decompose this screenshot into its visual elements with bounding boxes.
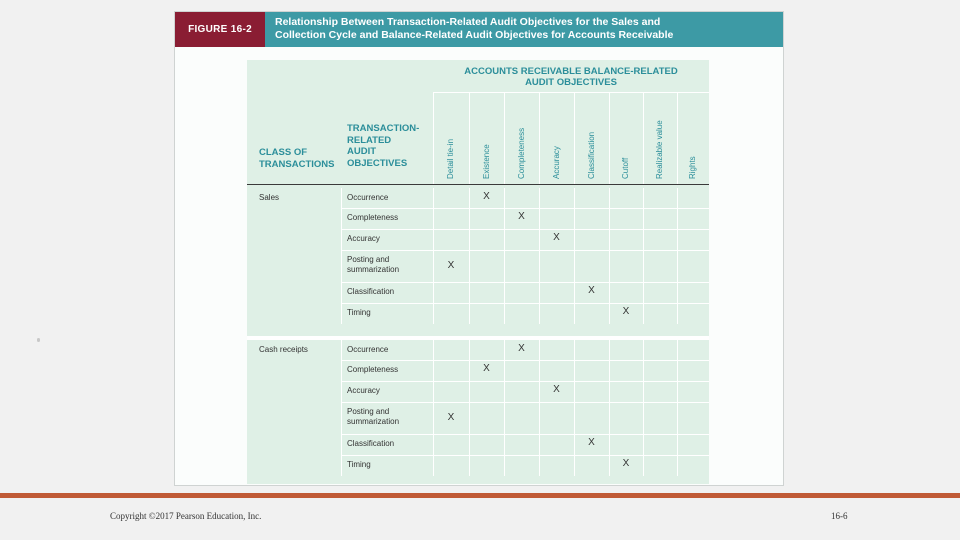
objective-label: Accuracy xyxy=(347,234,380,243)
row-divider xyxy=(341,229,709,230)
objective-label: Posting and summarization xyxy=(347,407,400,426)
row-divider xyxy=(341,250,709,251)
column-header-existence: Existence xyxy=(481,144,491,179)
header-column-divider xyxy=(433,93,434,184)
objective-mark-x: X xyxy=(622,458,630,469)
objective-column-left-line xyxy=(341,340,342,476)
objective-mark-x: X xyxy=(447,412,455,423)
transaction-header-line-1: TRANSACTION- xyxy=(347,123,420,134)
row-divider xyxy=(341,434,709,435)
objective-mark-x: X xyxy=(518,343,525,354)
objective-mark-x: X xyxy=(622,306,630,317)
copyright-text: Copyright ©2017 Pearson Education, Inc. xyxy=(110,511,262,521)
data-column-divider xyxy=(609,188,610,324)
row-divider xyxy=(341,208,709,209)
decorative-dot xyxy=(37,338,40,342)
header-column-divider xyxy=(677,93,678,184)
objective-mark-x: X xyxy=(553,232,560,243)
objective-mark-x: X xyxy=(588,437,595,448)
data-column-divider xyxy=(539,340,540,476)
transaction-header-line-2: RELATED xyxy=(347,134,392,146)
objective-mark-x: X xyxy=(483,191,490,202)
group-separator xyxy=(247,336,709,340)
data-column-divider xyxy=(677,340,678,476)
objective-label: Occurrence xyxy=(347,193,389,202)
figure-header xyxy=(175,12,783,47)
class-of-transactions-header xyxy=(259,147,334,170)
page-number: 16-6 xyxy=(831,511,848,521)
figure-title-line-1: Relationship Between Transaction-Related Audit Objectives for the Sales and xyxy=(275,16,661,28)
header-bottom-rule xyxy=(247,184,709,185)
objectives-table xyxy=(247,60,709,484)
objective-label: Timing xyxy=(347,308,371,317)
objective-label: Timing xyxy=(347,460,371,469)
objective-label: Posting and summarization xyxy=(347,255,400,274)
data-column-divider xyxy=(574,340,575,476)
transaction-objectives-header xyxy=(347,123,419,169)
objective-mark-x: X xyxy=(553,384,560,395)
column-header-realizable-value: Realizable value xyxy=(655,120,664,179)
column-header-cutoff: Cutoff xyxy=(621,157,630,179)
class-label: Cash receipts xyxy=(259,345,308,354)
accent-rule xyxy=(0,493,960,498)
data-column-divider xyxy=(469,340,470,476)
header-column-divider xyxy=(609,93,610,184)
figure-panel xyxy=(174,11,784,486)
row-divider xyxy=(341,282,709,283)
objective-column-left-line xyxy=(341,188,342,324)
row-divider xyxy=(341,381,709,382)
data-column-divider xyxy=(539,188,540,324)
data-column-divider xyxy=(643,188,644,324)
column-header-rights: Rights xyxy=(688,156,697,179)
objective-mark-x: X xyxy=(588,285,595,296)
data-column-divider xyxy=(504,340,505,476)
ar-balance-header-line-2: AUDIT OBJECTIVES xyxy=(525,77,617,88)
objective-mark-x: X xyxy=(483,363,490,374)
header-column-divider xyxy=(539,93,540,184)
data-column-divider xyxy=(433,188,434,324)
header-columns-top-line xyxy=(433,92,709,93)
header-column-divider xyxy=(574,93,575,184)
transaction-header-line-4: OBJECTIVES xyxy=(347,157,408,169)
objective-label: Classification xyxy=(347,439,395,448)
class-header-line-2: TRANSACTIONS xyxy=(259,158,335,170)
figure-title xyxy=(265,12,783,47)
data-column-divider xyxy=(643,340,644,476)
column-header-completeness: Completeness xyxy=(516,127,526,179)
header-column-divider xyxy=(643,93,644,184)
objective-label: Classification xyxy=(347,287,395,296)
objective-label: Completeness xyxy=(347,365,399,374)
objective-mark-x: X xyxy=(518,211,525,222)
ar-balance-header-line-1: ACCOUNTS RECEIVABLE BALANCE-RELATED xyxy=(464,66,678,77)
column-header-accuracy: Accuracy xyxy=(551,146,561,179)
row-divider xyxy=(341,402,709,403)
row-divider xyxy=(341,303,709,304)
data-column-divider xyxy=(609,340,610,476)
ar-balance-header xyxy=(433,66,709,88)
transaction-header-line-3: AUDIT xyxy=(347,146,377,157)
class-header-line-1: CLASS OF xyxy=(259,147,308,158)
header-column-divider xyxy=(469,93,470,184)
objective-mark-x: X xyxy=(447,260,455,271)
data-column-divider xyxy=(433,340,434,476)
figure-title-line-2: Collection Cycle and Balance-Related Audit Objectives for Accounts Receivable xyxy=(275,29,674,41)
objective-label: Occurrence xyxy=(347,345,389,354)
objective-label: Accuracy xyxy=(347,386,380,395)
data-column-divider xyxy=(504,188,505,324)
figure-label: FIGURE 16-2 xyxy=(175,12,265,47)
data-column-divider xyxy=(677,188,678,324)
header-column-divider xyxy=(504,93,505,184)
row-divider xyxy=(341,360,709,361)
class-label: Sales xyxy=(259,193,280,202)
data-column-divider xyxy=(469,188,470,324)
data-column-divider xyxy=(574,188,575,324)
objective-label: Completeness xyxy=(347,213,399,222)
column-header-detail-tie-in: Detail tie-in xyxy=(446,138,455,179)
column-header-classification: Classification xyxy=(586,131,596,179)
row-divider xyxy=(341,455,709,456)
